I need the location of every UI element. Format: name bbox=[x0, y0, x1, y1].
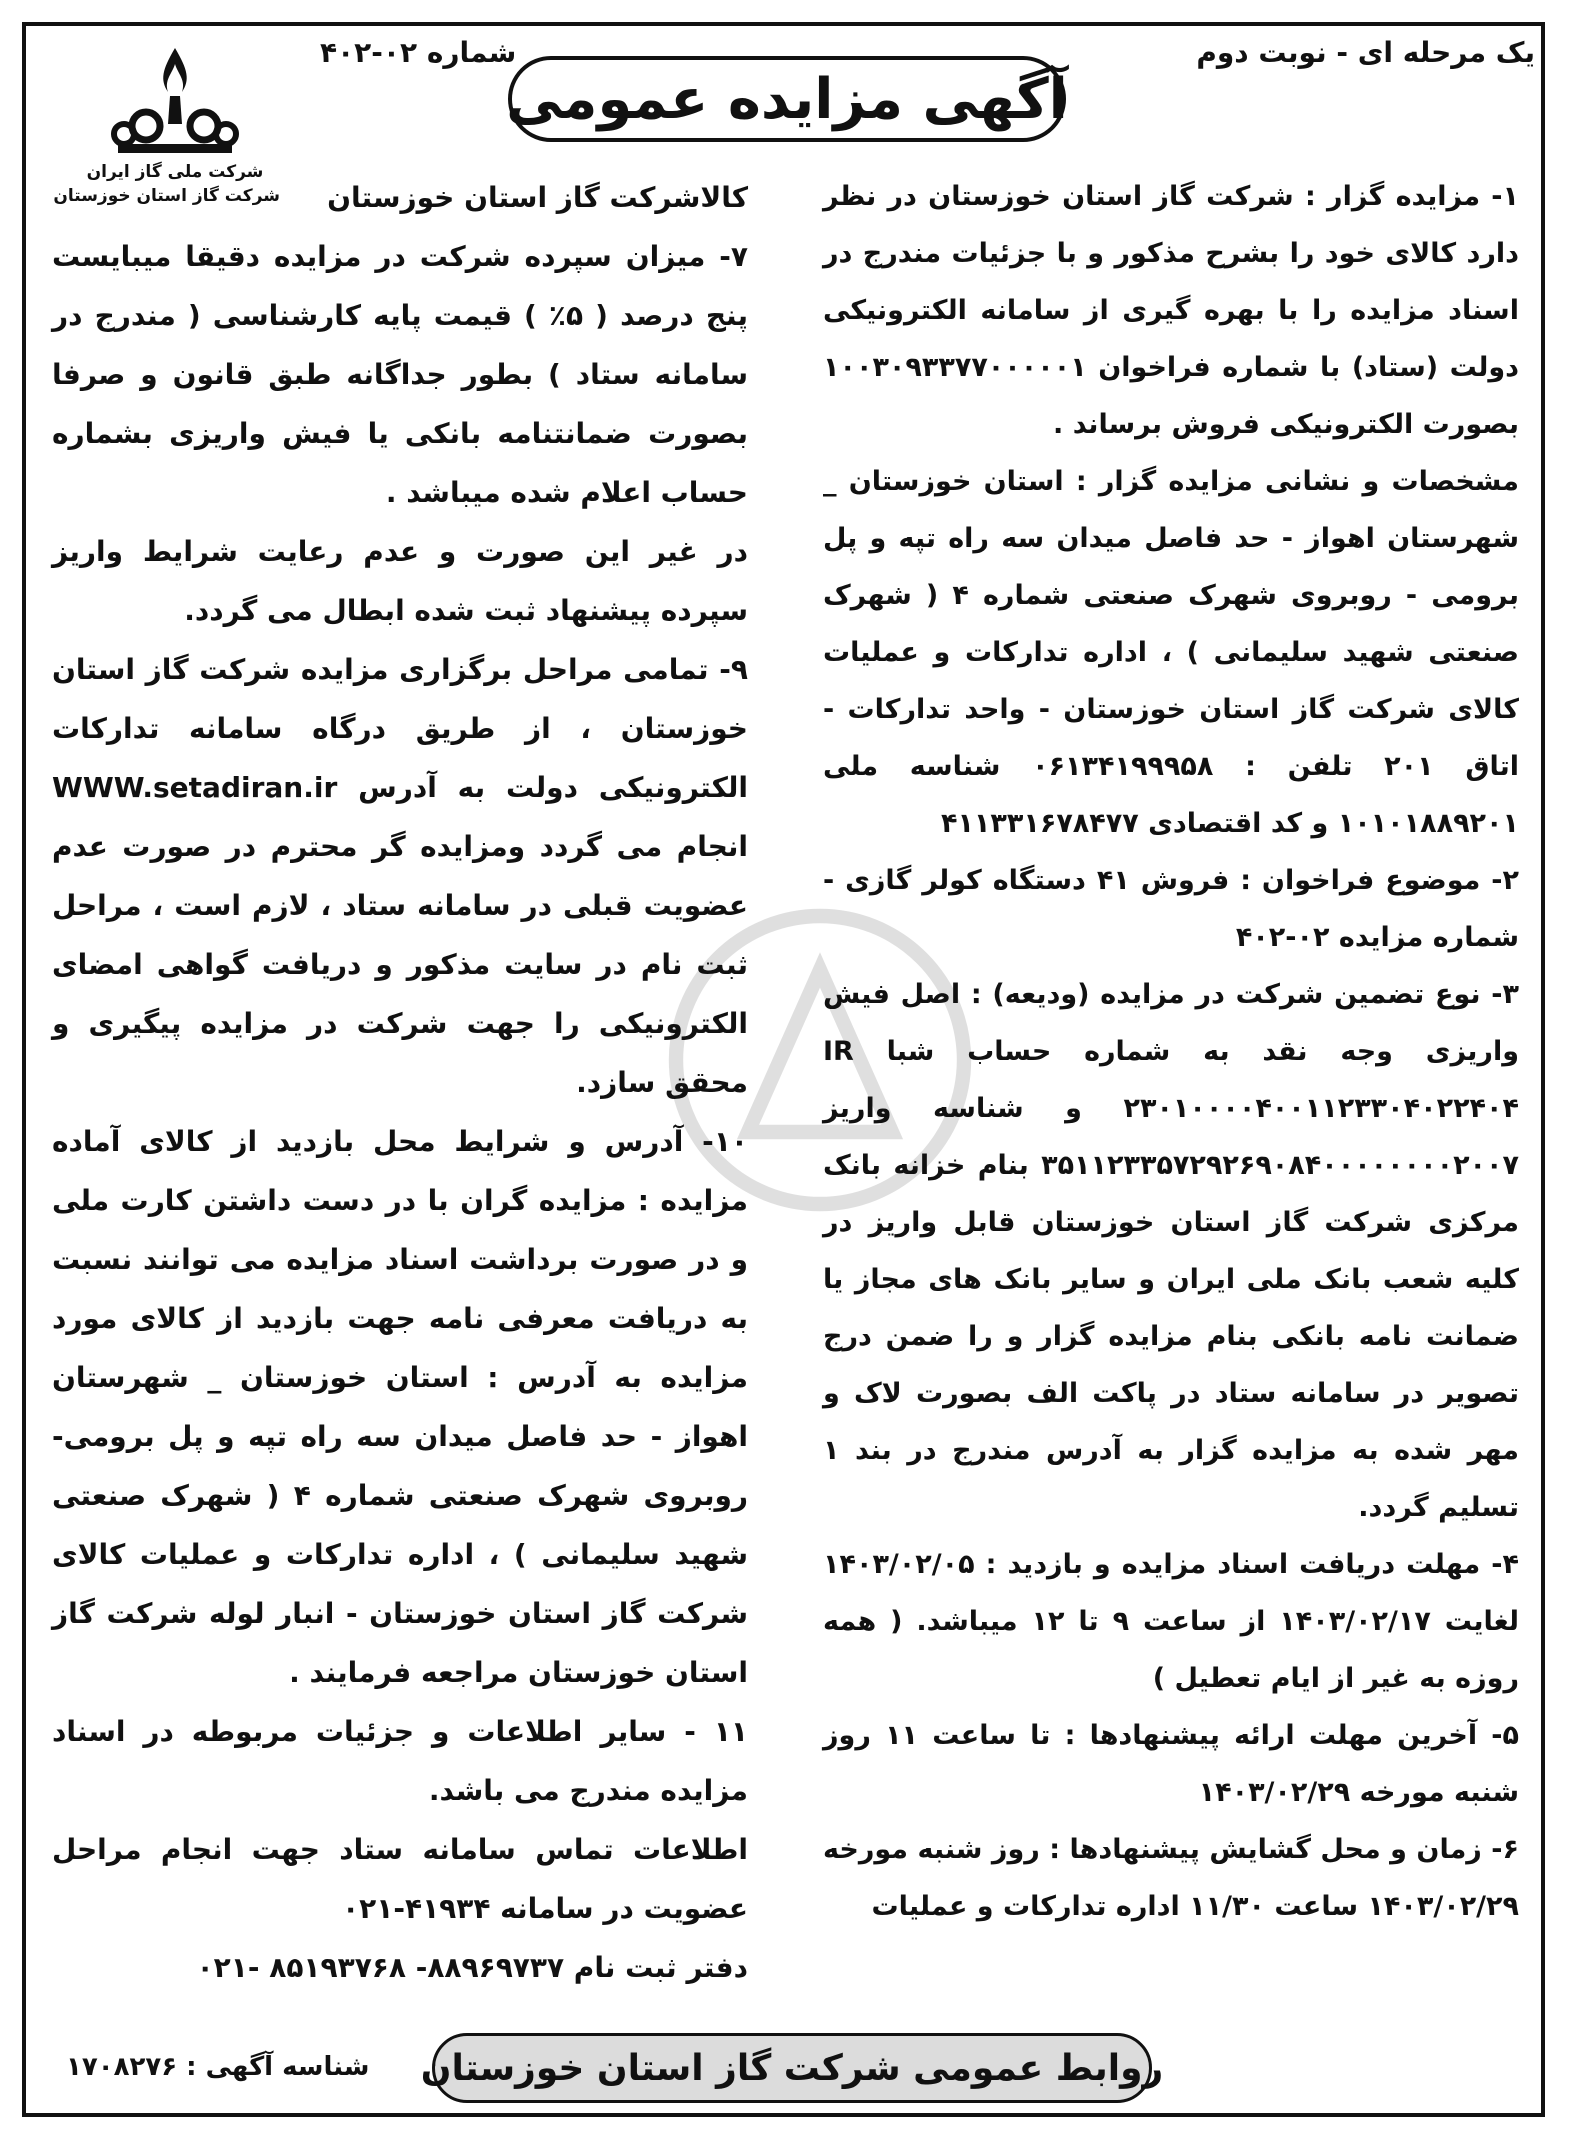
title-box bbox=[508, 56, 1066, 142]
stage-label: یک مرحله ای - نوبت دوم bbox=[1196, 36, 1535, 69]
paragraph: ۱۱ - سایر اطلاعات و جزئیات مربوطه در اسناد مزایده مندرج می باشد. bbox=[52, 1715, 748, 1807]
paragraph: اطلاعات تماس سامانه ستاد جهت انجام مراحل عضویت در سامانه ۴۱۹۳۴-۰۲۱ bbox=[52, 1833, 748, 1925]
paragraph: ۹- تمامی مراحل برگزاری مزایده شرکت گاز استان خوزستان ، از طریق درگاه سامانه تدارکات الکترونیکی دولت به آدرس WWW.setadiran.ir انجام می گردد ومزایده گر محترم در صورت عدم عضویت قبلی در سامانه ستاد ، لازم است ، مراحل ثبت نام در سایت مذکور و دریافت گواهی امضای الکترونیکی را جهت شرکت در مزایده پیگیری و محقق سازد. bbox=[52, 653, 748, 1099]
paragraph: در غیر این صورت و عدم رعایت شرایط واریز سپرده پیشنهاد ثبت شده ابطال می گردد. bbox=[52, 535, 748, 627]
ad-id: شناسه آگهی : ۱۷۰۸۲۷۶ bbox=[66, 2052, 370, 2082]
footer-text: روابط عمومی شرکت گاز استان خوزستان bbox=[420, 2047, 1164, 2089]
flame-logo-icon bbox=[110, 40, 240, 160]
right-column bbox=[823, 168, 1519, 1935]
auction-number: شماره ۰۲-۴۰۲ bbox=[320, 36, 517, 69]
logo-text-line2: شرکت گاز استان خوزستان bbox=[53, 186, 280, 206]
paragraph: ۴- مهلت دریافت اسناد مزایده و بازدید : ۱۴۰۳/۰۲/۰۵ لغایت ۱۴۰۳/۰۲/۱۷ از ساعت ۹ تا ۱۲ میباشد. ( همه روزه به غیر از ایام تعطیل ) bbox=[823, 1549, 1519, 1694]
paragraph: ۱۰- آدرس و شرایط محل بازدید از کالای آماده مزایده : مزایده گران با در دست داشتن کارت ملی و در صورت برداشت اسناد مزایده می توانند نسبت به دریافت معرفی نامه جهت بازدید از کالای مورد مزایده به آدرس : استان خوزستان _ شهرستان اهواز - حد فاصل میدان سه راه تپه و پل برومی- روبروی شهرک صنعتی شماره ۴ ( شهرک صنعتی شهید سلیمانی ) ، اداره تدارکات و عملیات کالای شرکت گاز استان خوزستان - انبار لوله شرکت گاز استان خوزستان مراجعه فرمایند . bbox=[52, 1125, 749, 1689]
footer-box bbox=[420, 2033, 1164, 2103]
paragraph: ۳- نوع تضمین شرکت در مزایده (ودیعه) : اصل فیش واریزی وجه نقد به شماره حساب شبا IR ۲۳۰۱۰۰۰۰۴۰۰۱۱۲۳۳۰۴۰۲۲۴۰۴ و شناسه واریز ۳۵۱۱۲۳۳۵۷۲۹۲۶۹۰۸۴۰۰۰۰۰۰۰۰۲۰۰۷ بنام خزانه بانک مرکزی شرکت گاز استان خوزستان قابل واریز در کلیه شعب بانک ملی ایران و سایر بانک های مجاز یا ضمانت نامه بانکی بنام مزایده گزار و را ضمن درج تصویر در سامانه ستاد در پاکت الف بصورت لاک و مهر شده به مزایده گزار به آدرس مندرج در بند ۱ تسلیم گردد. bbox=[823, 979, 1519, 1523]
paragraph: دفتر ثبت نام ۸۸۹۶۹۷۳۷- ۸۵۱۹۳۷۶۸ -۰۲۱ bbox=[196, 1951, 748, 1984]
left-column bbox=[52, 168, 748, 1997]
paragraph: ۷- میزان سپرده شرکت در مزایده دقیقا میبایست پنج درصد ( ۵٪ ) قیمت پایه کارشناسی ( مندرج در سامانه ستاد ) بطور جداگانه طبق قانون و صرفا بصورت ضمانتنامه بانکی یا فیش واریزی بشماره حساب اعلام شده میباشد . bbox=[52, 240, 748, 509]
paragraph: مشخصات و نشانی مزایده گزار : استان خوزستان _ شهرستان اهواز - حد فاصل میدان سه راه تپه و پل برومی - روبروی شهرک صنعتی شماره ۴ ( شهرک صنعتی شهید سلیمانی ) ، اداره تدارکات و عملیات کالای شرکت گاز استان خوزستان - واحد تدارکات - اتاق ۲۰۱ تلفن : ۰۶۱۳۴۱۹۹۹۵۸ شناسه ملی ۱۰۱۰۱۸۸۹۲۰۱ و کد اقتصادی ۴۱۱۳۳۱۶۷۸۴۷۷ bbox=[823, 466, 1519, 839]
paragraph: ۶- زمان و محل گشایش پیشنهادها : روز شنبه مورخه ۱۴۰۳/۰۲/۲۹ ساعت ۱۱/۳۰ اداره تدارکات و عملیات bbox=[823, 1834, 1519, 1922]
paragraph: کالاشرکت گاز استان خوزستان bbox=[327, 181, 748, 214]
page-title: آگهی مزایده عمومی bbox=[506, 66, 1068, 132]
logo-text-line1: شرکت ملی گاز ایران bbox=[86, 162, 264, 182]
paragraph: ۲- موضوع فراخوان : فروش ۴۱ دستگاه کولر گازی - شماره مزایده ۰۲-۴۰۲ bbox=[823, 865, 1519, 953]
paragraph: ۵- آخرین مهلت ارائه پیشنهادها : تا ساعت ۱۱ روز شنبه مورخه ۱۴۰۳/۰۲/۲۹ bbox=[823, 1720, 1519, 1808]
paragraph: ۱- مزایده گزار : شرکت گاز استان خوزستان در نظر دارد کالای خود را بشرح مذکور و با جزئیات مندرج در اسناد مزایده را با بهره گیری از سامانه الکترونیکی دولت (ستاد) با شماره فراخوان ۱۰۰۳۰۹۳۳۷۷۰۰۰۰۰۱ بصورت الکترونیکی فروش برساند . bbox=[823, 181, 1519, 440]
